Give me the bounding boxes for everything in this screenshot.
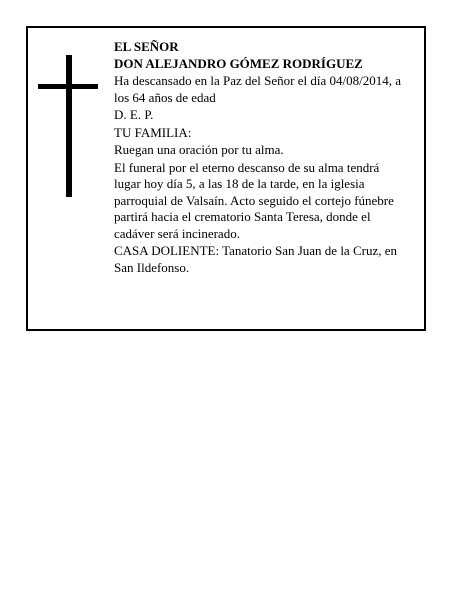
- funeral-line-5: cadáver será incinerado.: [114, 225, 240, 241]
- rip-line: D. E. P.: [114, 107, 154, 122]
- mourning-house-line-2: San Ildefonso.: [114, 259, 190, 275]
- death-line-2: los 64 años de edad: [114, 89, 216, 105]
- family-request: Ruegan una oración por tu alma.: [114, 142, 284, 157]
- obituary-notice: [26, 26, 426, 331]
- funeral-line-4: partirá hacia el crematorio Santa Teresa, donde el: [114, 209, 371, 224]
- mourning-house-line-1: CASA DOLIENTE: Tanatorio San Juan de la Cruz, en: [114, 243, 397, 258]
- funeral-line-1: El funeral por el eterno descanso de su alma tendrá: [114, 159, 380, 175]
- obituary-text: [114, 39, 420, 276]
- heading-line-1: EL SEÑOR: [114, 39, 179, 54]
- funeral-line-2: lugar hoy día 5, a las 18 de la tarde, en la iglesia: [114, 176, 365, 191]
- family-label: TU FAMILIA:: [114, 124, 192, 140]
- heading-line-2: DON ALEJANDRO GÓMEZ RODRÍGUEZ: [114, 55, 363, 71]
- cross-horizontal-bar: [38, 84, 98, 89]
- funeral-line-3: parroquial de Valsaín. Acto seguido el cortejo fúnebre: [114, 192, 394, 208]
- death-line-1: Ha descansado en la Paz del Señor el día 04/08/2014, a: [114, 73, 401, 88]
- cross-vertical-bar: [66, 55, 72, 197]
